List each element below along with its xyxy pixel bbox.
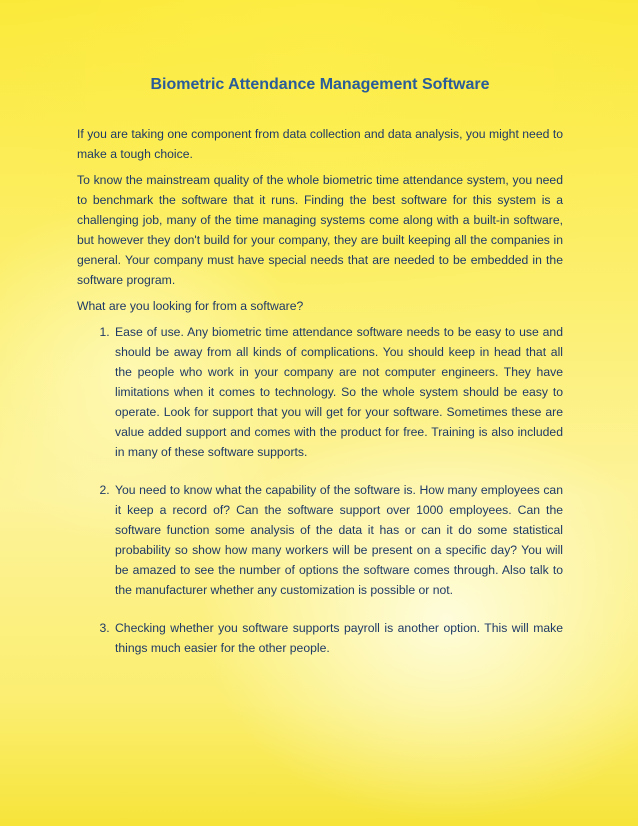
paragraph-benchmark: To know the mainstream quality of the whole biometric time attendance system, you need to benchmark the software that it runs. Finding the best software for this system is a challenging job, many of the time managing systems come along with a built-in software, but however they don't build for your company, they are built keeping all the companies in general. Your company must have special needs that are needed to be embedded in the software program. bbox=[77, 173, 563, 287]
list-item-ease-of-use: 1. Ease of use. Any biometric time attendance software needs to be easy to use and should be away from all kinds of complications. You should keep in head that all the people who work in your company are not computer engineers. They have limitations when it comes to technology. So the whole system should be easy to operate. Look for support that you will get for your software. Sometimes these are value added support and comes with the product for free. Training is also included in many of these software supports. bbox=[113, 322, 563, 462]
paragraph-intro: If you are taking one component from data collection and data analysis, you might need to make a tough choice. bbox=[77, 127, 563, 161]
list-item-payroll: 3. Checking whether you software supports payroll is another option. This will make things much easier for the other people. bbox=[113, 618, 563, 658]
document-page bbox=[77, 74, 563, 676]
document-title: Biometric Attendance Management Software bbox=[150, 76, 490, 93]
list-item-capability: 2. You need to know what the capability of the software is. How many employees can it keep a record of? Can the software support over 1000 employees. Can the software function some analysis of the data it has or can it do some statistical probability so show how many workers will be present on a specific day? You will be amazed to see the number of options the software comes through. Also talk to the manufacturer whether any customization is possible or not. bbox=[113, 480, 563, 600]
requirements-list bbox=[77, 322, 563, 658]
paragraph-question: What are you looking for from a software? bbox=[77, 299, 304, 313]
